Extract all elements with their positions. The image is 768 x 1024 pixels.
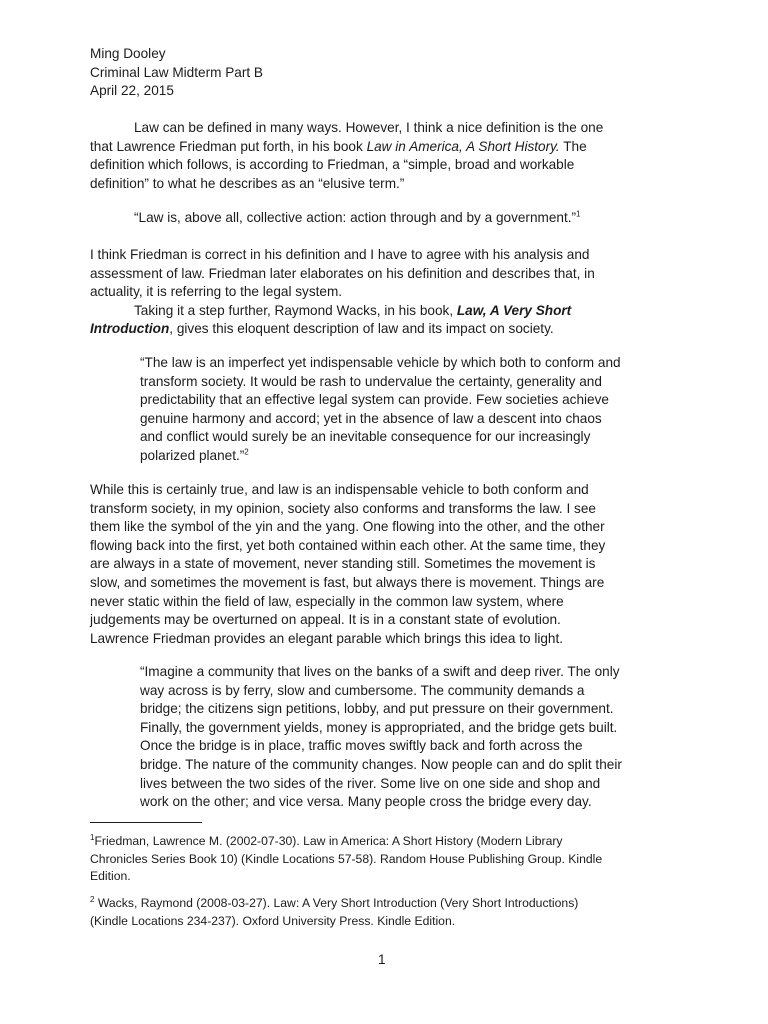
text-line: actuality, it is referring to the legal system. — [90, 284, 343, 300]
quote-line — [140, 447, 650, 466]
quote-line: predictability that an effective legal system can provide. Few societies achieve — [140, 392, 609, 408]
quote-line: genuine harmony and accord; yet in the absence of law a descent into chaos — [140, 410, 602, 426]
block-quote-2 — [140, 354, 650, 466]
text-line — [90, 302, 645, 321]
text-line: I think Friedman is correct in his definition and I have to agree with his analysis and — [90, 247, 590, 262]
text-run: , gives this eloquent description of law and its impact on society. — [169, 321, 554, 337]
text-line: them like the symbol of the yin and the yang. One flowing into the other, and the other — [90, 519, 605, 535]
footnote-number: 1 — [90, 832, 95, 842]
quote-line: work on the other; and vice versa. Many people cross the bridge every day. — [140, 794, 592, 810]
quote-line: transform society. It would be rash to undervalue the certainty, generality and — [140, 373, 602, 389]
quote-line: bridge. The nature of the community changes. Now people can and do split their — [140, 756, 622, 772]
text-line: While this is certainly true, and law is an indispensable vehicle to both conform and — [90, 482, 589, 497]
text-line: transform society, in my opinion, society also conforms and transforms the law. I see — [90, 500, 596, 516]
text-line: flowing back into the first, yet both contained within each other. At the same time, they — [90, 537, 606, 553]
quote-line: Once the bridge is in place, traffic moves swiftly back and forth across the — [140, 738, 583, 754]
course-title: Criminal Law Midterm Part B — [90, 64, 263, 80]
text-run: The — [559, 138, 587, 154]
paragraph-1 — [90, 119, 645, 193]
text-run: Taking it a step further, Raymond Wacks, in his book, — [134, 302, 457, 318]
footnote-line: Edition. — [90, 869, 131, 883]
text-line: definition” to what he describes as an “elusive term.” — [90, 175, 405, 191]
quote-text: “Law is, above all, collective action: action through and by a government.” — [134, 210, 577, 225]
text-run: Friedman, Lawrence M. (2002-07-30). Law in America: A Short History (Modern Library — [94, 834, 563, 848]
paragraph-3 — [90, 481, 645, 648]
footnote-line — [90, 895, 670, 913]
text-line: Law can be defined in many ways. However, I think a nice definition is the one — [134, 120, 604, 135]
text-line: definition which follows, is according to Friedman, a “simple, broad and workable — [90, 157, 575, 173]
quote-line: “Imagine a community that lives on the banks of a swift and deep river. The only — [140, 664, 620, 679]
quote-line: bridge; the citizens sign petitions, lobby, and put pressure on their government. — [140, 701, 614, 717]
footnote-line — [90, 833, 670, 851]
quote-line: way across is by ferry, slow and cumbersome. The community demands a — [140, 682, 585, 698]
text-line: judgements may be overturned on appeal. It is in a constant state of evolution. — [90, 612, 561, 628]
footnote-number: 2 — [90, 894, 95, 904]
document-date: April 22, 2015 — [90, 83, 174, 98]
text-line: are always in a state of movement, never standing still. Sometimes the movement is — [90, 556, 596, 572]
quote-line: Finally, the government yields, money is appropriated, and the bridge gets built. — [140, 719, 618, 735]
quote-line: and conflict would surely be an inevitable consequence for our increasingly — [140, 429, 591, 445]
text-run: Wacks, Raymond (2008-03-27). Law: A Very Short Introduction (Very Short Introductions) — [94, 896, 579, 910]
footnote-1 — [90, 833, 670, 886]
document-header — [90, 45, 263, 101]
book-title: Law, A Very Short — [456, 302, 572, 318]
text-run: that Lawrence Friedman put forth, in his book — [90, 138, 367, 154]
text-line: assessment of law. Friedman later elaborates on his definition and describes that, in — [90, 265, 595, 281]
footnote-line: Chronicles Series Book 10) (Kindle Locations 57-58). Random House Publishing Group. Kindle — [90, 851, 603, 866]
book-title: Law in America, A Short History. — [366, 138, 560, 154]
footnote-2 — [90, 895, 670, 930]
book-title: Introduction — [90, 321, 170, 337]
text-line: slow, and sometimes the movement is fast, but always there is movement. Things are — [90, 574, 605, 590]
paragraph-2 — [90, 246, 645, 339]
footnote-line: (Kindle Locations 234-237). Oxford University Press. Kindle Edition. — [90, 913, 456, 928]
footnote-marker: 1 — [576, 209, 581, 219]
text-line: never static within the field of law, especially in the common law system, where — [90, 593, 564, 609]
quote-line: lives between the two sides of the river. Some live on one side and shop and — [140, 775, 601, 791]
footnote-separator — [90, 822, 202, 823]
text-line — [90, 320, 645, 339]
block-quote-1 — [134, 209, 581, 228]
text-line — [90, 138, 645, 157]
quote-line: “The law is an imperfect yet indispensable vehicle by which both to conform and — [140, 355, 621, 370]
author-name: Ming Dooley — [90, 46, 166, 61]
page-number: 1 — [378, 952, 386, 967]
text-run: polarized planet.” — [140, 447, 245, 463]
block-quote-3 — [140, 663, 650, 812]
text-line: Lawrence Friedman provides an elegant parable which brings this idea to light. — [90, 630, 564, 646]
footnote-marker: 2 — [244, 447, 249, 457]
